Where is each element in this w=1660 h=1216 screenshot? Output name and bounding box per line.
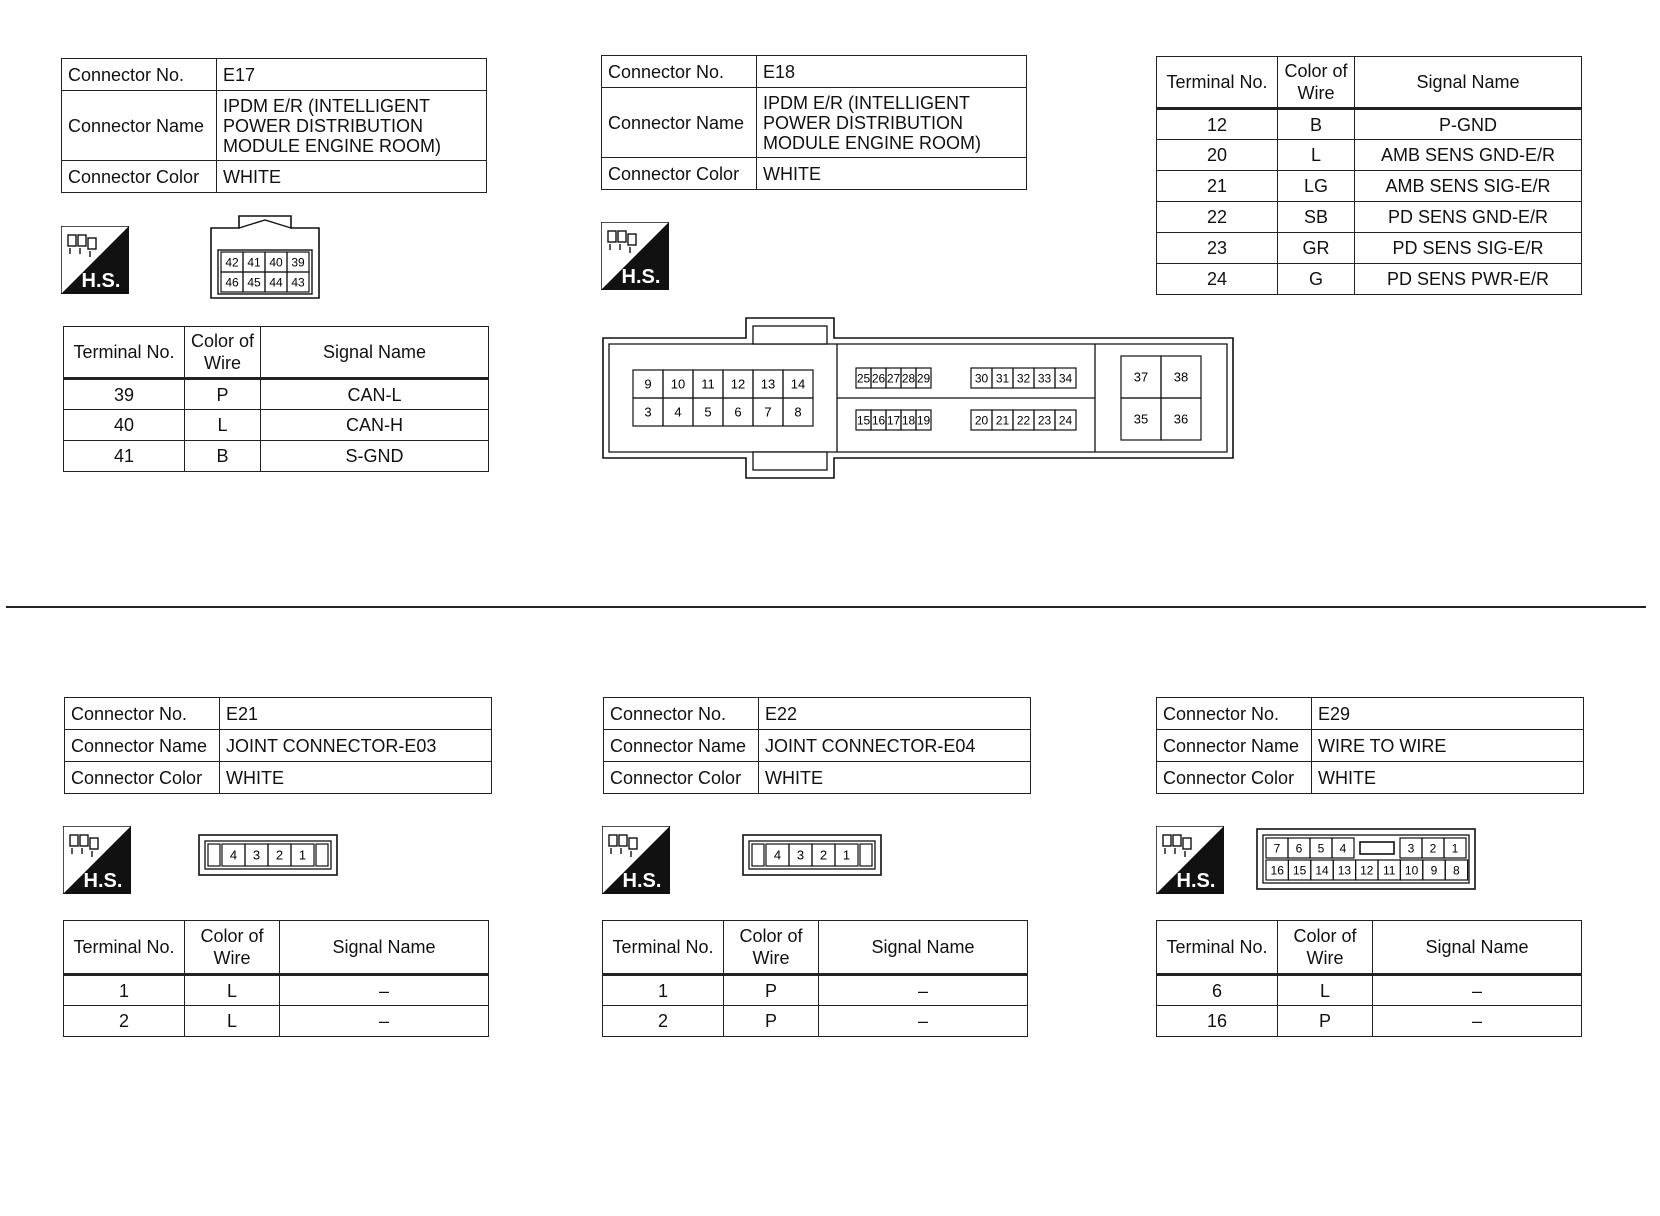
connector-name-label: Connector Name <box>65 730 220 762</box>
terminal-no-header: Terminal No. <box>64 327 185 379</box>
connector-name-value: WIRE TO WIRE <box>1312 730 1584 762</box>
pin-label: 11 <box>1382 863 1396 878</box>
pin-label: 10 <box>670 376 686 392</box>
pin-label: 4 <box>674 404 682 420</box>
table-row: 1 P – <box>603 975 1028 1006</box>
signal-name-header: Signal Name <box>819 921 1028 975</box>
e22-connector-face <box>742 834 882 876</box>
pin-label: 7 <box>764 404 772 420</box>
table-row: 24 G PD SENS PWR-E/R <box>1157 264 1582 295</box>
connector-no-label: Connector No. <box>602 56 757 88</box>
connector-color-label: Connector Color <box>62 161 217 193</box>
pin-label: 39 <box>291 255 305 270</box>
pin-label: 16 <box>1270 863 1284 878</box>
signal-name-header: Signal Name <box>261 327 489 379</box>
pin-label: 2 <box>275 847 284 863</box>
connector-color-value: WHITE <box>220 762 492 794</box>
pin-label: 23 <box>1037 413 1052 428</box>
pin-label: 44 <box>269 275 283 290</box>
terminal-no-header: Terminal No. <box>1157 921 1278 975</box>
pin-label: 13 <box>1337 863 1352 878</box>
table-row: 1 L – <box>64 975 489 1006</box>
pin-label: 33 <box>1037 371 1052 386</box>
svg-text:H.S.: H.S. <box>621 266 661 288</box>
table-row: 21 LG AMB SENS SIG-E/R <box>1157 171 1582 202</box>
terminal-no-header: Terminal No. <box>1157 57 1278 109</box>
pin-label: 10 <box>1404 863 1419 878</box>
signal-name-header: Signal Name <box>1373 921 1582 975</box>
connector-color-value: WHITE <box>217 161 487 193</box>
connector-no-label: Connector No. <box>65 698 220 730</box>
harness-side-icon <box>602 826 670 894</box>
svg-text:H.S.: H.S. <box>622 870 662 892</box>
table-row: 16 P – <box>1157 1006 1582 1037</box>
e18-terminal-table <box>1156 56 1582 295</box>
color-of-wire-header: Color of Wire <box>724 921 819 975</box>
pin-label: 14 <box>1315 863 1329 878</box>
pin-label: 21 <box>995 413 1010 428</box>
connector-color-value: WHITE <box>757 158 1027 190</box>
harness-side-icon <box>1156 826 1224 894</box>
pin-label: 22 <box>1016 413 1031 428</box>
pin-label: 37 <box>1133 369 1149 385</box>
connector-color-value: WHITE <box>1312 762 1584 794</box>
terminal-no-header: Terminal No. <box>603 921 724 975</box>
connector-name-value: JOINT CONNECTOR-E03 <box>220 730 492 762</box>
pin-label: 2 <box>1429 841 1437 856</box>
table-row: 2 P – <box>603 1006 1028 1037</box>
table-row: 39 P CAN-L <box>64 379 489 410</box>
signal-name-header: Signal Name <box>280 921 489 975</box>
svg-text:H.S.: H.S. <box>81 270 121 292</box>
pin-label: 31 <box>995 371 1010 386</box>
pin-label: 11 <box>701 376 715 392</box>
pin-label: 30 <box>974 371 989 386</box>
pin-label: 19 <box>916 413 931 428</box>
table-row: 41 B S-GND <box>64 441 489 472</box>
connector-no-label: Connector No. <box>1157 698 1312 730</box>
table-row: 40 L CAN-H <box>64 410 489 441</box>
pin-label: 41 <box>247 255 261 270</box>
pin-label: 1 <box>1451 841 1459 856</box>
pin-label: 46 <box>225 275 239 290</box>
pin-label: 28 <box>901 371 916 386</box>
pin-label: 12 <box>1360 863 1374 878</box>
table-row: 20 L AMB SENS GND-E/R <box>1157 140 1582 171</box>
table-row: 12 B P-GND <box>1157 109 1582 140</box>
e18-connector-face <box>601 316 1235 480</box>
harness-side-icon <box>601 222 669 290</box>
pin-label: 32 <box>1016 371 1031 386</box>
color-of-wire-header: Color of Wire <box>1278 921 1373 975</box>
connector-no-label: Connector No. <box>62 59 217 91</box>
pin-label: 13 <box>760 376 776 392</box>
svg-text:H.S.: H.S. <box>83 870 123 892</box>
terminal-no-header: Terminal No. <box>64 921 185 975</box>
pin-label: 27 <box>886 371 901 386</box>
connector-color-label: Connector Color <box>602 158 757 190</box>
pin-label: 3 <box>252 847 261 863</box>
pin-label: 18 <box>901 413 916 428</box>
pin-label: 26 <box>871 371 886 386</box>
pin-label: 3 <box>796 847 805 863</box>
connector-no-value: E17 <box>217 59 487 91</box>
connector-name-label: Connector Name <box>602 88 757 158</box>
pin-label: 15 <box>856 413 871 428</box>
e18-info-table <box>601 55 1027 190</box>
e17-terminal-table <box>63 326 489 472</box>
e21-info-table <box>64 697 492 794</box>
pin-label: 24 <box>1058 413 1073 428</box>
pin-label: 45 <box>247 275 261 290</box>
e17-info-table <box>61 58 487 193</box>
pin-label: 4 <box>1339 841 1347 856</box>
connector-name-value: IPDM E/R (INTELLIGENT POWER DISTRIBUTION MODULE ENGINE ROOM) <box>757 88 1027 158</box>
pin-label: 4 <box>229 847 238 863</box>
pin-label: 40 <box>269 255 283 270</box>
color-of-wire-header: Color of Wire <box>185 327 261 379</box>
connector-name-value: IPDM E/R (INTELLIGENT POWER DISTRIBUTION MODULE ENGINE ROOM) <box>217 91 487 161</box>
table-row: 23 GR PD SENS SIG-E/R <box>1157 233 1582 264</box>
table-row: 6 L – <box>1157 975 1582 1006</box>
pin-label: 1 <box>298 847 307 863</box>
pin-label: 4 <box>773 847 782 863</box>
e22-terminal-table <box>602 920 1028 1037</box>
pin-label: 6 <box>1295 841 1303 856</box>
pin-label: 5 <box>704 404 712 420</box>
pin-label: 16 <box>871 413 886 428</box>
harness-side-icon <box>63 826 131 894</box>
pin-label: 3 <box>1407 841 1415 856</box>
connector-no-value: E29 <box>1312 698 1584 730</box>
table-row: 22 SB PD SENS GND-E/R <box>1157 202 1582 233</box>
pin-label: 42 <box>225 255 239 270</box>
pin-label: 25 <box>856 371 871 386</box>
connector-color-label: Connector Color <box>65 762 220 794</box>
signal-name-header: Signal Name <box>1355 57 1582 109</box>
pin-label: 38 <box>1173 369 1189 385</box>
pin-label: 12 <box>730 376 746 392</box>
e22-info-table <box>603 697 1031 794</box>
connector-no-value: E18 <box>757 56 1027 88</box>
pin-label: 20 <box>974 413 989 428</box>
connector-color-label: Connector Color <box>604 762 759 794</box>
pin-label: 8 <box>794 404 802 420</box>
connector-name-label: Connector Name <box>604 730 759 762</box>
pin-label: 5 <box>1317 841 1325 856</box>
connector-no-value: E21 <box>220 698 492 730</box>
connector-color-value: WHITE <box>759 762 1031 794</box>
pin-label: 14 <box>790 376 806 392</box>
pin-label: 17 <box>886 413 901 428</box>
e21-terminal-table <box>63 920 489 1037</box>
pin-label: 7 <box>1273 841 1281 856</box>
svg-text:H.S.: H.S. <box>1176 870 1216 892</box>
connector-no-value: E22 <box>759 698 1031 730</box>
pin-label: 8 <box>1453 863 1460 878</box>
e29-connector-face <box>1256 828 1476 890</box>
pin-label: 35 <box>1133 411 1149 427</box>
pin-label: 1 <box>842 847 851 863</box>
e29-terminal-table <box>1156 920 1582 1037</box>
e29-info-table <box>1156 697 1584 794</box>
pin-label: 9 <box>644 376 652 392</box>
pin-label: 3 <box>644 404 652 420</box>
connector-name-label: Connector Name <box>1157 730 1312 762</box>
pin-label: 15 <box>1292 863 1307 878</box>
color-of-wire-header: Color of Wire <box>185 921 280 975</box>
connector-name-value: JOINT CONNECTOR-E04 <box>759 730 1031 762</box>
e17-connector-face <box>209 214 321 300</box>
table-row: 2 L – <box>64 1006 489 1037</box>
e21-connector-face <box>198 834 338 876</box>
section-divider <box>6 606 1646 608</box>
pin-label: 2 <box>819 847 828 863</box>
pin-label: 29 <box>916 371 931 386</box>
pin-label: 6 <box>734 404 742 420</box>
pin-label: 36 <box>1173 411 1189 427</box>
pin-label: 34 <box>1058 371 1073 386</box>
connector-color-label: Connector Color <box>1157 762 1312 794</box>
connector-name-label: Connector Name <box>62 91 217 161</box>
color-of-wire-header: Color of Wire <box>1278 57 1355 109</box>
harness-side-icon <box>61 226 129 294</box>
pin-label: 43 <box>291 275 305 290</box>
connector-no-label: Connector No. <box>604 698 759 730</box>
pin-label: 9 <box>1430 863 1438 878</box>
